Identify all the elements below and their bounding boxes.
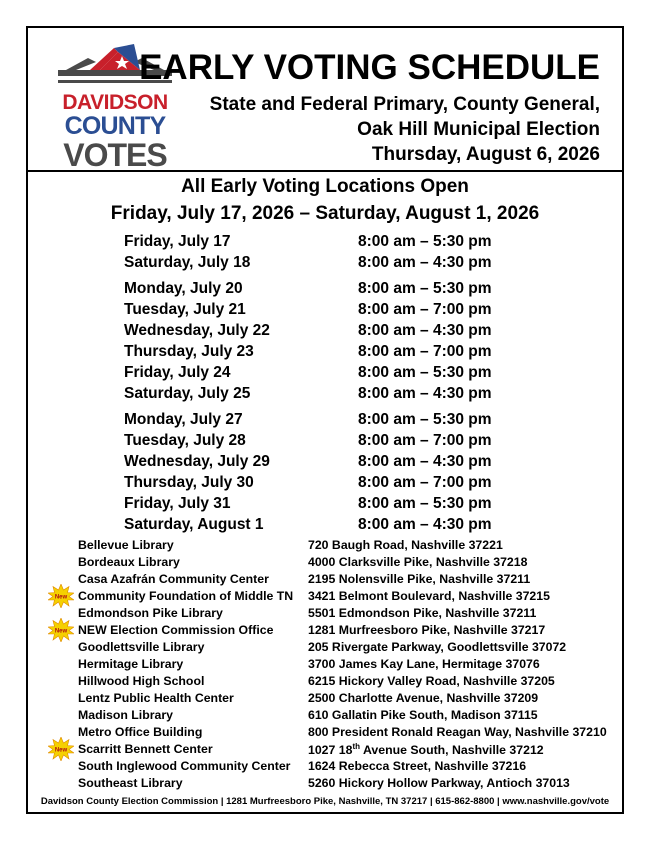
- address-part: Avenue South, Nashville 37212: [360, 743, 544, 758]
- schedule-time: 8:00 am – 4:30 pm: [358, 516, 492, 533]
- location-name: Goodlettsville Library: [78, 640, 205, 654]
- location-row: [78, 674, 618, 691]
- schedule-row: [124, 453, 544, 474]
- location-row: [78, 640, 618, 657]
- schedule-time: 8:00 am – 7:00 pm: [358, 343, 492, 360]
- schedule-day: Saturday, July 25: [124, 385, 251, 402]
- location-address: 720 Baugh Road, Nashville 37221: [308, 538, 503, 552]
- schedule-time: 8:00 am – 5:30 pm: [358, 364, 492, 381]
- election-date: Thursday, August 6, 2026: [371, 144, 600, 165]
- banner-heading: All Early Voting Locations Open: [181, 176, 469, 197]
- location-name: NEW Election Commission Office: [78, 623, 274, 637]
- schedule-day: Wednesday, July 29: [124, 453, 270, 470]
- schedule-time: 8:00 am – 4:30 pm: [358, 453, 492, 470]
- schedule-row: [124, 254, 544, 275]
- new-starburst-icon: [48, 584, 74, 608]
- location-name: Southeast Library: [78, 776, 183, 790]
- logo-line-county: COUNTY: [64, 112, 166, 140]
- schedule-row: [124, 516, 544, 537]
- location-address: 610 Gallatin Pike South, Madison 37115: [308, 708, 538, 722]
- page-frame: [26, 26, 624, 814]
- location-row: [78, 725, 618, 742]
- election-subtitle-1: State and Federal Primary, County General,: [209, 94, 600, 115]
- location-name: Metro Office Building: [78, 725, 203, 739]
- location-name: Edmondson Pike Library: [78, 606, 223, 620]
- schedule-row: [124, 343, 544, 364]
- location-name: Community Foundation of Middle TN: [78, 589, 294, 603]
- location-name: Bordeaux Library: [78, 555, 180, 569]
- location-row: [54, 742, 618, 759]
- location-row: [78, 538, 618, 555]
- location-row: [78, 708, 618, 725]
- schedule-day: Thursday, July 23: [124, 343, 254, 360]
- location-name: South Inglewood Community Center: [78, 759, 291, 773]
- schedule-row: [124, 233, 544, 254]
- schedule-time: 8:00 am – 7:00 pm: [358, 301, 492, 318]
- location-address: 2500 Charlotte Avenue, Nashville 37209: [308, 691, 539, 705]
- new-badge-text: New: [54, 747, 68, 754]
- schedule-day: Thursday, July 30: [124, 474, 254, 491]
- schedule-day: Wednesday, July 22: [124, 322, 270, 339]
- location-row: [54, 623, 618, 640]
- schedule-day: Friday, July 17: [124, 233, 231, 250]
- location-address: 5501 Edmondson Pike, Nashville 37211: [308, 606, 537, 620]
- schedule-row: [124, 474, 544, 495]
- location-address: 1624 Rebecca Street, Nashville 37216: [308, 759, 527, 773]
- schedule-time: 8:00 am – 5:30 pm: [358, 495, 492, 512]
- schedule-day: Friday, July 24: [124, 364, 231, 381]
- election-subtitle-2: Oak Hill Municipal Election: [357, 119, 600, 140]
- location-address: 2195 Nolensville Pike, Nashville 37211: [308, 572, 531, 586]
- schedule-day: Friday, July 31: [124, 495, 231, 512]
- location-row: [78, 776, 618, 793]
- schedule-row: [124, 432, 544, 453]
- header-divider: [28, 170, 622, 172]
- location-row: [78, 657, 618, 674]
- location-address: 1281 Murfreesboro Pike, Nashville 37217: [308, 623, 546, 637]
- new-badge-text: New: [54, 628, 68, 635]
- location-address: 4000 Clarksville Pike, Nashville 37218: [308, 555, 528, 569]
- location-address: 3421 Belmont Boulevard, Nashville 37215: [308, 589, 550, 603]
- schedule-row: [124, 280, 544, 301]
- location-name: Hillwood High School: [78, 674, 205, 688]
- new-starburst-icon: [48, 737, 74, 761]
- location-row: [78, 691, 618, 708]
- location-address: 5260 Hickory Hollow Parkway, Antioch 37013: [308, 776, 570, 790]
- schedule-time: 8:00 am – 5:30 pm: [358, 233, 492, 250]
- schedule-time: 8:00 am – 4:30 pm: [358, 385, 492, 402]
- schedule-time: 8:00 am – 4:30 pm: [358, 322, 492, 339]
- location-row: [54, 589, 618, 606]
- logo-line-votes: VOTES: [63, 137, 167, 173]
- schedule-time: 8:00 am – 5:30 pm: [358, 280, 492, 297]
- schedule-row: [124, 495, 544, 516]
- location-row: [78, 572, 618, 589]
- page-title: EARLY VOTING SCHEDULE: [139, 48, 600, 87]
- schedule-row: [124, 385, 544, 406]
- logo-line-davidson: DAVIDSON: [62, 91, 168, 114]
- schedule-row: [124, 364, 544, 385]
- schedule-time: 8:00 am – 7:00 pm: [358, 474, 492, 491]
- location-name: Scarritt Bennett Center: [78, 742, 213, 756]
- location-address: 205 Rivergate Parkway, Goodlettsville 37072: [308, 640, 567, 654]
- new-starburst-icon: [48, 618, 74, 642]
- location-row: [78, 759, 618, 776]
- location-name: Bellevue Library: [78, 538, 174, 552]
- location-row: [78, 606, 618, 623]
- schedule-time: 8:00 am – 7:00 pm: [358, 432, 492, 449]
- address-part: 1027 18: [308, 743, 353, 758]
- schedule-row: [124, 301, 544, 322]
- location-name: Madison Library: [78, 708, 173, 722]
- schedule-day: Tuesday, July 28: [124, 432, 246, 449]
- schedule-day: Monday, July 20: [124, 280, 243, 297]
- location-address: 6215 Hickory Valley Road, Nashville 37205: [308, 674, 555, 688]
- location-name: Casa Azafrán Community Center: [78, 572, 269, 586]
- location-row: [78, 555, 618, 572]
- location-address: 3700 James Kay Lane, Hermitage 37076: [308, 657, 540, 671]
- schedule-time: 8:00 am – 4:30 pm: [358, 254, 492, 271]
- new-badge-text: New: [54, 594, 68, 601]
- address-ordinal: th: [352, 742, 361, 751]
- location-address: 800 President Ronald Reagan Way, Nashville 37210: [308, 725, 607, 739]
- schedule-row: [124, 322, 544, 343]
- location-name: Hermitage Library: [78, 657, 184, 671]
- banner-date-range: Friday, July 17, 2026 – Saturday, August 1, 2026: [110, 203, 540, 224]
- schedule-day: Tuesday, July 21: [124, 301, 246, 318]
- schedule-day: Monday, July 27: [124, 411, 243, 428]
- schedule-time: 8:00 am – 5:30 pm: [358, 411, 492, 428]
- schedule-day: Saturday, August 1: [124, 516, 264, 533]
- location-name: Lentz Public Health Center: [78, 691, 234, 705]
- schedule-row: [124, 411, 544, 432]
- schedule-day: Saturday, July 18: [124, 254, 251, 271]
- footer-contact: Davidson County Election Commission | 1281 Murfreesboro Pike, Nashville, TN 37217 | 615-862-8800 | www.nashville.gov/vote: [40, 796, 610, 807]
- location-address: [308, 742, 544, 757]
